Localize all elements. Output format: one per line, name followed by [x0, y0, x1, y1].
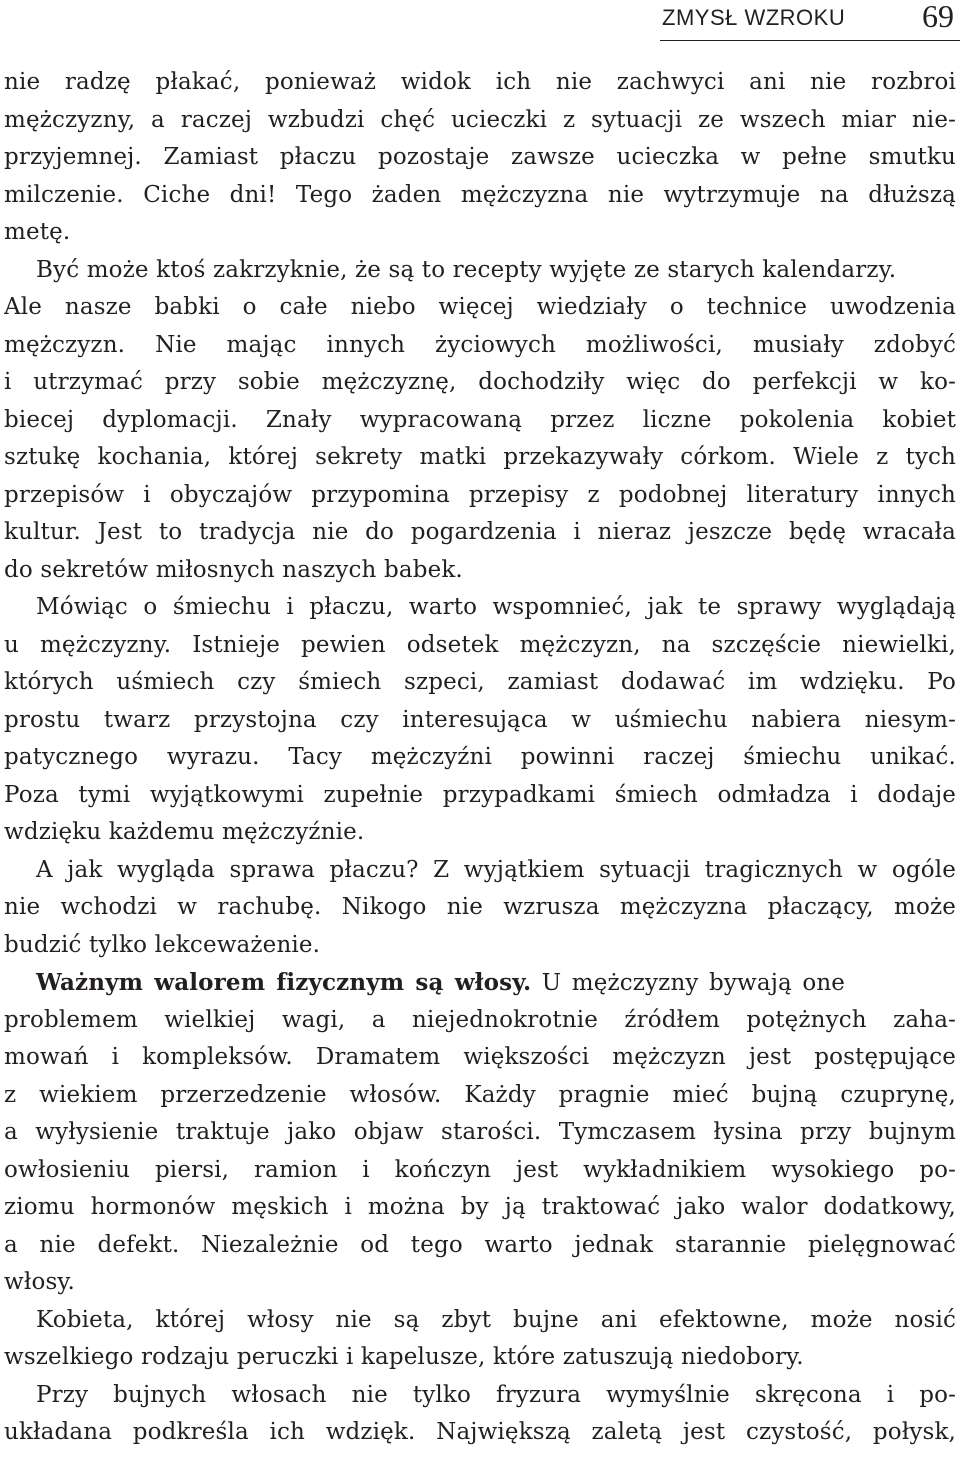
- text-line: patycznego wyrazu. Tacy mężczyźni powinni raczej śmiechu unikać.: [4, 744, 956, 770]
- text-line: ziomu hormonów męskich i można by ją traktować jako walor dodatkowy,: [4, 1194, 956, 1220]
- text-line: a nie defekt. Niezależnie od tego warto jednak starannie pielęgnować: [4, 1231, 956, 1258]
- text-line: mowań i kompleksów. Dramatem większości mężczyzn jest postępujące: [4, 1044, 956, 1070]
- text-line: Być może ktoś zakrzyknie, że są to recepty wyjęte ze starych kalendarzy.: [36, 256, 897, 283]
- text-line: Mówiąc o śmiechu i płaczu, warto wspomnieć, jak te sprawy wyglądają: [36, 594, 956, 620]
- text-line: nie radzę płakać, ponieważ widok ich nie zachwyci ani nie rozbroi: [4, 69, 956, 95]
- text-line: włosy.: [4, 1269, 75, 1295]
- text-line: wszelkiego rodzaju peruczki i kapelusze, które zatuszują niedobory.: [4, 1344, 804, 1370]
- text-line: prostu twarz przystojna czy interesująca w uśmiechu nabiera niesym-: [4, 706, 956, 733]
- text-line: owłosieniu piersi, ramion i kończyn jest wykładnikiem wysokiego po-: [4, 1156, 956, 1183]
- text-line: mężczyzn. Nie mając innych życiowych możliwości, musiały zdobyć: [4, 331, 956, 358]
- text-line: przyjemnej. Zamiast płaczu pozostaje zawsze ucieczka w pełne smutku: [4, 144, 956, 170]
- text-line: przepisów i obyczajów przypomina przepisy z podobnej literatury innych: [4, 481, 956, 508]
- text-run: U mężczyzny bywają one: [531, 970, 846, 996]
- text-line: z wiekiem przerzedzenie włosów. Każdy pragnie mieć bujną czuprynę,: [4, 1081, 956, 1108]
- text-line: budzić tylko lekceważenie.: [4, 931, 321, 958]
- text-line: i utrzymać przy sobie mężczyznę, dochodziły więc do perfekcji w ko-: [4, 369, 956, 395]
- header-rule: [660, 40, 960, 41]
- text-line: a wyłysienie traktuje jako objaw starości. Tymczasem łysina przy bujnym: [4, 1119, 956, 1145]
- bold-lead-in: Ważnym walorem fizycznym są włosy.: [36, 969, 532, 996]
- chapter-title: ZMYSŁ WZROKU: [662, 5, 846, 30]
- text-line: układana podkreśla ich wdzięk. Największą zaletą jest czystość, połysk,: [4, 1419, 956, 1445]
- text-line: u mężczyzny. Istnieje pewien odsetek mężczyzn, na szczęście niewielki,: [4, 631, 956, 658]
- text-line: do sekretów miłosnych naszych babek.: [4, 556, 463, 583]
- text-line: A jak wygląda sprawa płaczu? Z wyjątkiem sytuacji tragicznych w ogóle: [36, 856, 956, 883]
- text-line: mężczyzny, a raczej wzbudzi chęć ucieczki z sytuacji ze wszech miar nie-: [4, 106, 956, 133]
- text-line: wdzięku każdemu mężczyźnie.: [4, 819, 365, 845]
- text-line: milczenie. Ciche dni! Tego żaden mężczyzna nie wytrzymuje na dłuższą: [4, 181, 956, 208]
- body-text: [4, 64, 956, 1452]
- text-line: Przy bujnych włosach nie tylko fryzura wymyślnie skręcona i po-: [36, 1381, 956, 1408]
- text-line: Ale nasze babki o całe niebo więcej wiedziały o technice uwodzenia: [4, 294, 956, 320]
- text-line: [4, 964, 956, 1002]
- page-number: 69: [922, 0, 954, 34]
- text-line: biecej dyplomacji. Znały wypracowaną przez liczne pokolenia kobiet: [4, 406, 956, 433]
- text-line: nie wchodzi w rachubę. Nikogo nie wzrusza mężczyzna płaczący, może: [4, 894, 956, 920]
- text-line: Kobieta, której włosy nie są zbyt bujne ani efektowne, może nosić: [36, 1306, 956, 1333]
- running-header: [0, 0, 960, 48]
- text-line: problemem wielkiej wagi, a niejednokrotnie źródłem potężnych zaha-: [4, 1006, 956, 1033]
- text-line: sztukę kochania, której sekrety matki przekazywały córkom. Wiele z tych: [4, 444, 956, 470]
- text-line: Poza tymi wyjątkowymi zupełnie przypadkami śmiech odmładza i dodaje: [4, 781, 956, 808]
- text-line: których uśmiech czy śmiech szpeci, zamiast dodawać im wdzięku. Po: [4, 669, 956, 695]
- text-line: kultur. Jest to tradycja nie do pogardzenia i nieraz jeszcze będę wracała: [4, 519, 956, 545]
- text-line: metę.: [4, 219, 71, 245]
